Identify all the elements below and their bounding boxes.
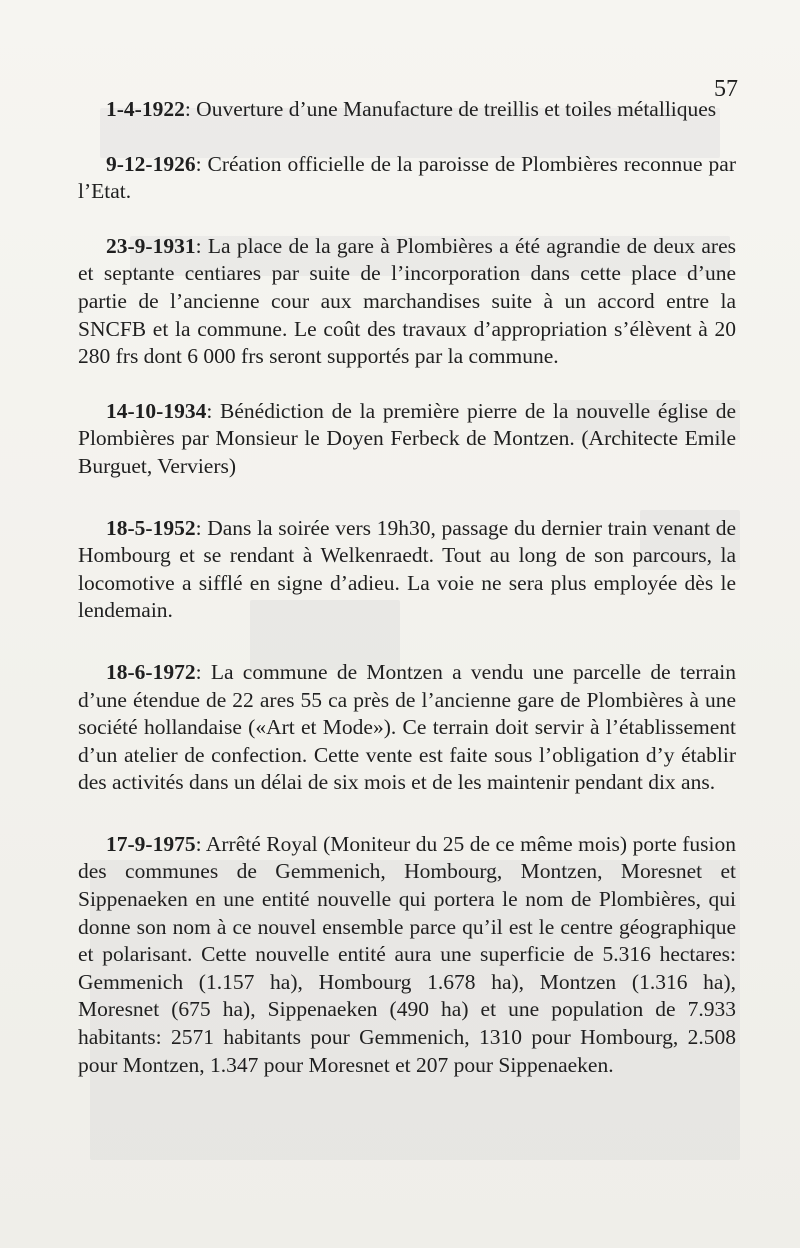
chronology-entry bbox=[78, 659, 736, 797]
chronology-entry bbox=[78, 233, 736, 371]
entry-date: 1-4-1922 bbox=[106, 97, 185, 121]
entry-date: 14-10-1934 bbox=[106, 398, 207, 423]
entry-text: : La place de la gare à Plombières a été agrandie de deux ares et septante centiares par suite de l’incorporation dans cette place d’une partie de l’ancienne cour aux marchandises suite à un accord entre la SNCFB et la commune. Le coût des travaux d’appropriation s’élèvent à 20 280 frs dont 6 000 frs seront supportés par la commune. bbox=[78, 233, 736, 369]
entry-text: : Arrêté Royal (Moniteur du 25 de ce même mois) porte fusion des communes de Gemmenich, Hombourg, Montzen, Moresnet et Sippenaeken en une entité nouvelle qui portera le nom de Plombières, qui donne son nom à ce nouvel ensemble parce qu’il est le centre géographique et polarisant. Cette nouvelle entité aura une superficie de 5.316 hectares: Gemmenich (1.157 ha), Hombourg 1.678 ha), Montzen (1.316 ha), Moresnet (675 ha), Sippenaeken (490 ha) et une population de 7.933 habitants: 2571 habitants pour Gemmenich, 1310 pour Hombourg, 2.508 pour Montzen, 1.347 pour Moresnet et 207 pour Sippenaeken. bbox=[78, 831, 736, 1077]
entry-text: : La commune de Montzen a vendu une parcelle de terrain d’une étendue de 22 ares 55 ca près de l’ancienne gare de Plombières à une société hollandaise («Art et Mode»). Ce terrain doit servir à l’établissement d’un atelier de confection. Cette vente est faite sous l’obligation d’y établir des activités dans un délai de six mois et de les maintenir pendant dix ans. bbox=[78, 659, 736, 795]
chronology-entry bbox=[78, 96, 736, 124]
chronology-entry bbox=[78, 151, 736, 206]
chronology-entry bbox=[78, 831, 736, 1079]
page-number: 57 bbox=[714, 76, 738, 102]
entry-date: 17-9-1975 bbox=[106, 831, 196, 856]
entry-date: 18-6-1972 bbox=[106, 659, 196, 684]
entry-text: : Ouverture d’une Manufacture de treillis et toiles métalliques bbox=[184, 97, 717, 121]
bleed-through-caption bbox=[118, 1160, 678, 1176]
chronology-entry bbox=[78, 515, 736, 625]
entry-text: : Dans la soirée vers 19h30, passage du dernier train venant de Hombourg et se rendant à Welkenraedt. Tout au long de son parcours, la locomotive a sifflé en signe d’adieu. La voie ne sera plus employée dès le lendemain. bbox=[78, 515, 736, 623]
entry-date: 18-5-1952 bbox=[106, 515, 196, 540]
entry-text: : Bénédiction de la première pierre de la nouvelle église de Plombières par Monsieur le Doyen Ferbeck de Montzen. (Architecte Emile Burguet, Verviers) bbox=[78, 398, 736, 478]
entry-text: : Création officielle de la paroisse de Plombières reconnue par l’Etat. bbox=[78, 151, 736, 204]
entry-date: 23-9-1931 bbox=[106, 233, 196, 258]
entry-date: 9-12-1926 bbox=[106, 151, 196, 176]
chronology-text bbox=[78, 96, 736, 1106]
chronology-entry bbox=[78, 398, 736, 481]
